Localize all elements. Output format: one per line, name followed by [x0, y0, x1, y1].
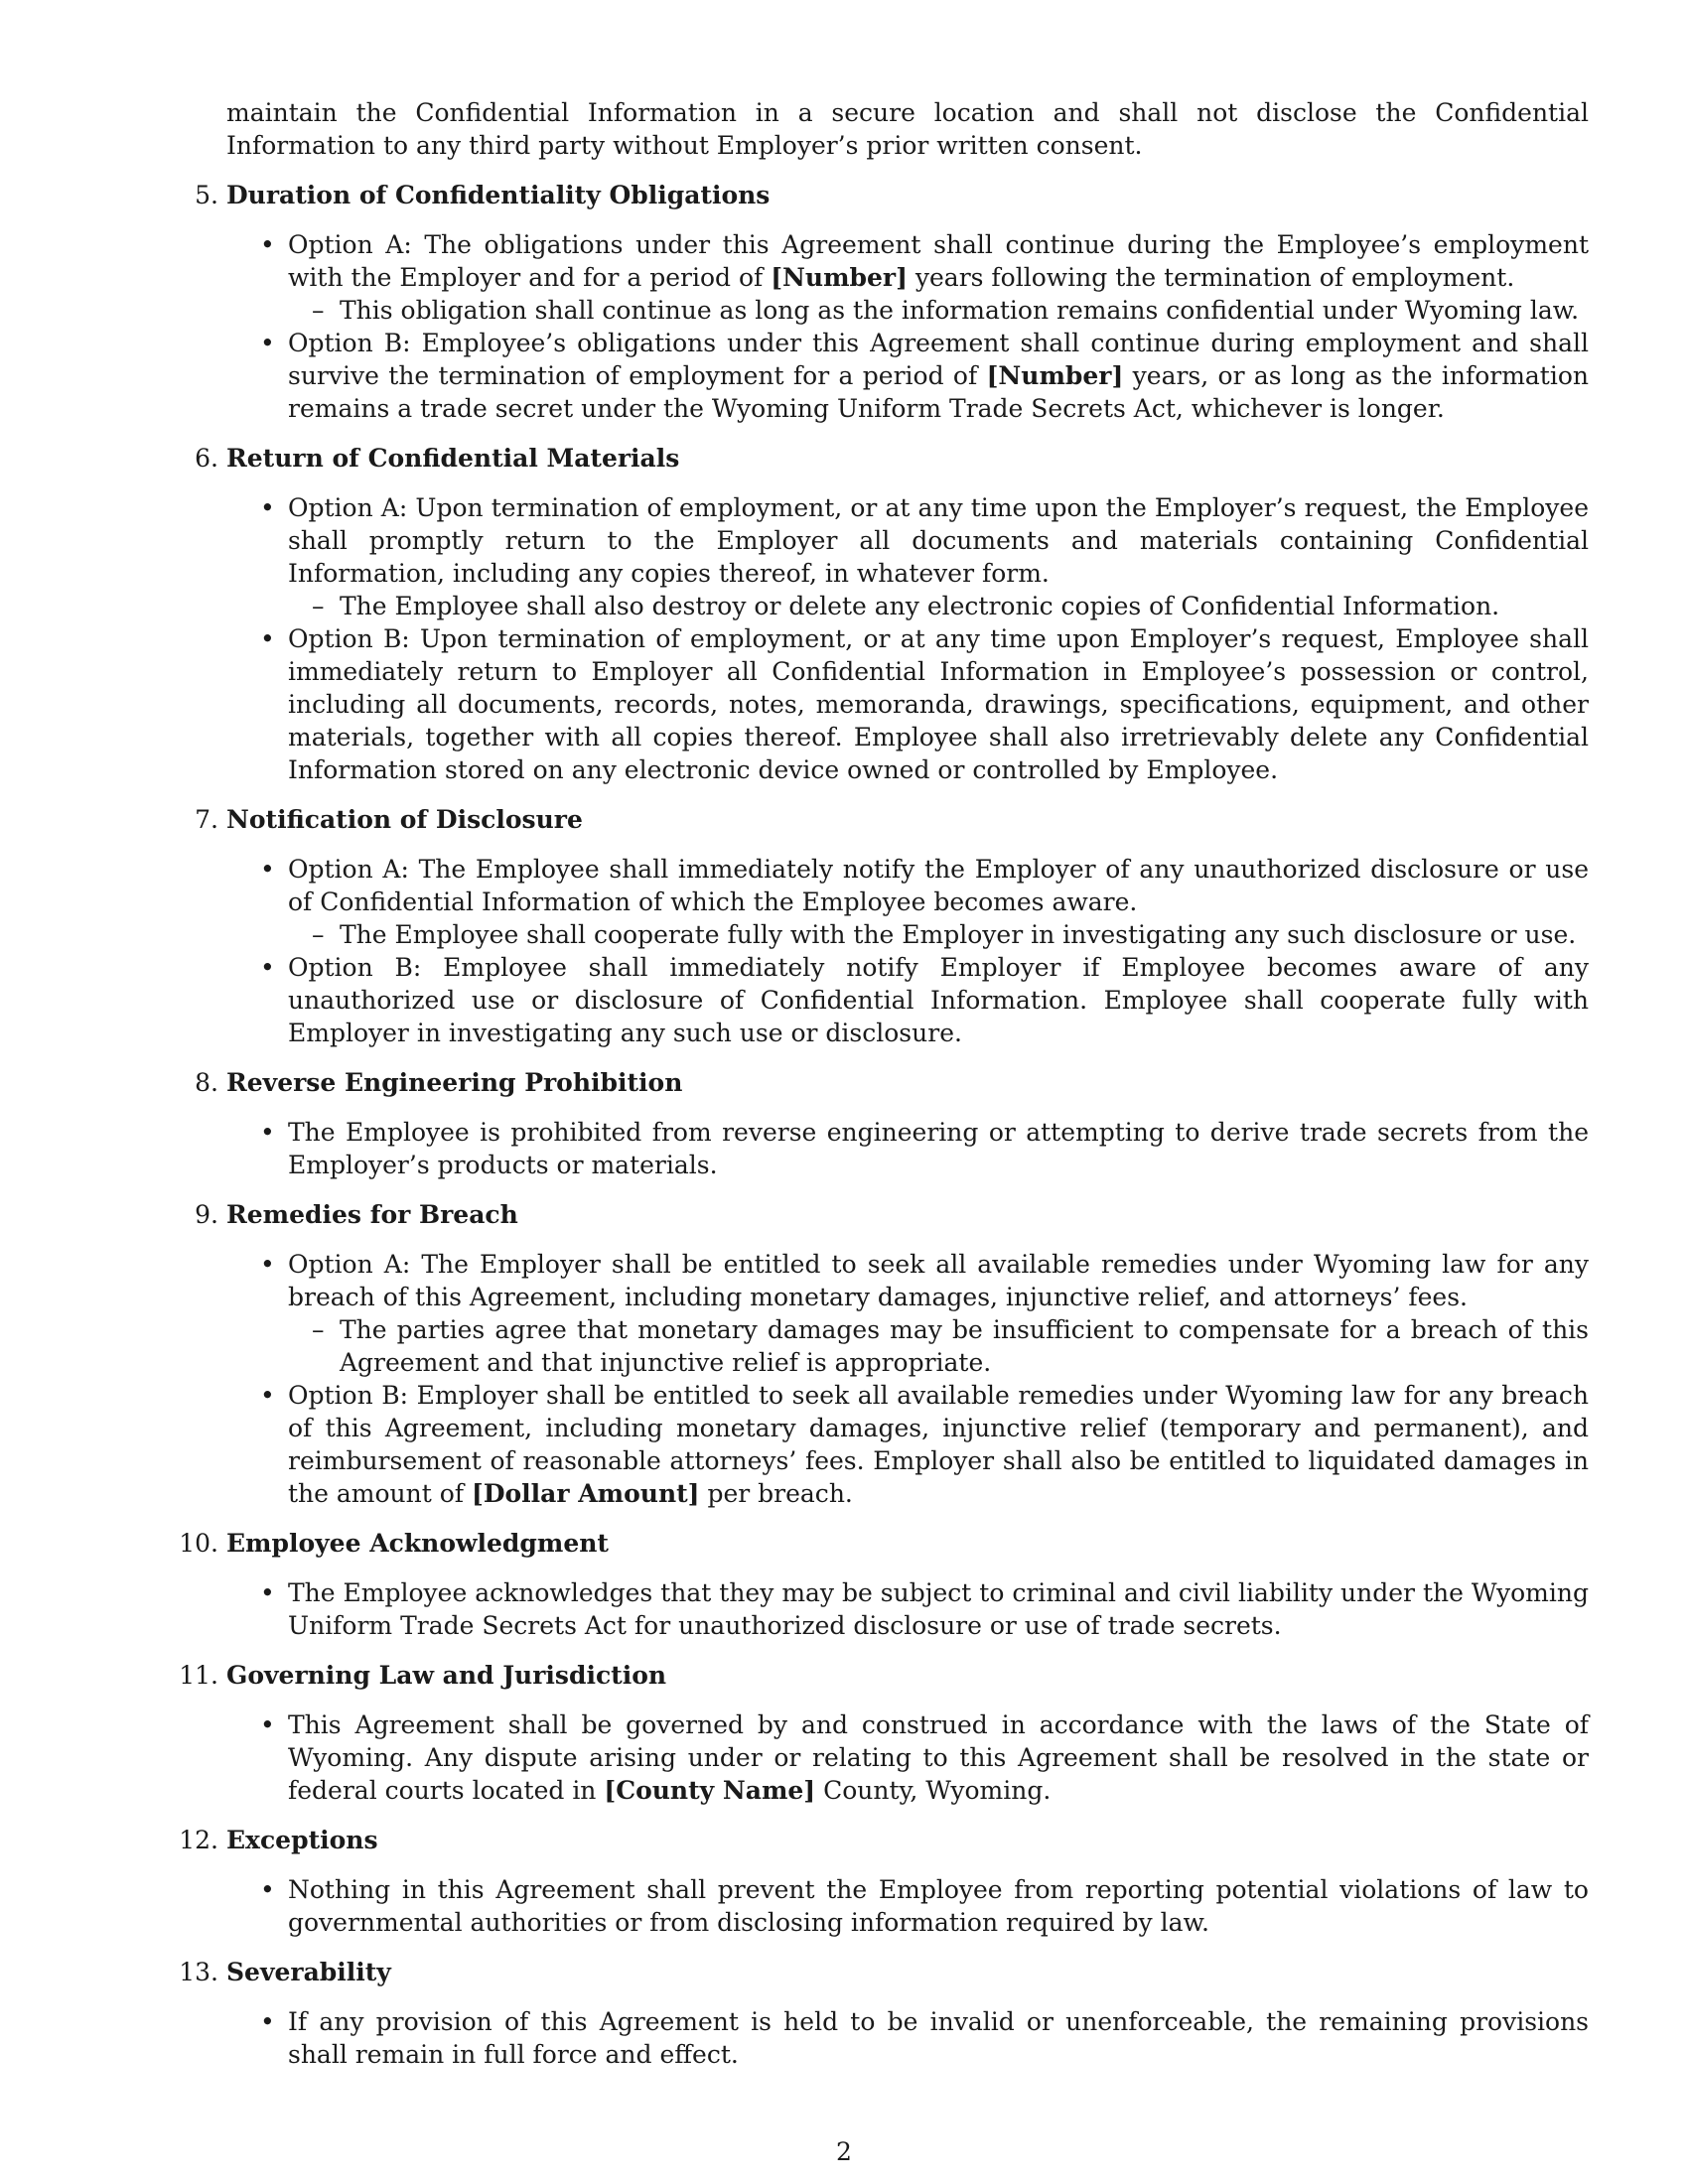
section-number: 8.: [195, 1068, 218, 1097]
item-text: Option A: The Employee shall immediately notify the Employer of any unauthorized disclosure or use of Confidential Information of which the Employee becomes aware.: [288, 855, 1589, 916]
list-item: [288, 853, 1589, 951]
section-title: Notification of Disclosure: [226, 805, 583, 834]
section-list: [165, 179, 1589, 2071]
sub-list: [288, 918, 1589, 951]
item-text: Option A: The obligations under this Agreement shall continue during the Employee’s employment with the Employer and for a period of: [288, 230, 1589, 292]
section: [165, 803, 1589, 1049]
section-title: Remedies for Breach: [226, 1200, 518, 1229]
section-number: 13.: [179, 1958, 218, 1986]
sub-list: [288, 294, 1589, 327]
bullet-list: [165, 1116, 1589, 1181]
sub-list-item: – The Employee shall also destroy or delete any electronic copies of Confidential Information.: [340, 590, 1589, 622]
continued-paragraph: maintain the Confidential Information in a secure location and shall not disclose the Confidential Information to any third party without Employer’s prior written consent.: [226, 98, 1589, 160]
section: [165, 1956, 1589, 2071]
section-heading: [165, 1066, 1589, 1099]
sub-list-item: – This obligation shall continue as long as the information remains confidential under Wyoming law.: [340, 294, 1589, 327]
list-item: [288, 1708, 1589, 1807]
sub-list: [288, 1313, 1589, 1379]
section-title: Employee Acknowledgment: [226, 1529, 609, 1558]
sub-list: [288, 590, 1589, 622]
list-item: [288, 228, 1589, 327]
section: [165, 1659, 1589, 1807]
item-text: The Employee acknowledges that they may be subject to criminal and civil liability under the Wyoming Uniform Trade Secrets Act for unauthorized disclosure or use of trade secrets.: [288, 1578, 1589, 1640]
item-text: Option B: Employer shall be entitled to seek all available remedies under Wyoming law for any breach of this Agreement, including monetary damages, injunctive relief (temporary and permanent), and reimbursement of reasonable attorneys’ fees. Employer shall also be entitled to liquidated damages in the amount of: [288, 1381, 1589, 1508]
bullet-list: [165, 228, 1589, 425]
list-item: [288, 327, 1589, 425]
section-heading: [165, 1198, 1589, 1231]
section-title: Duration of Confidentiality Obligations: [226, 181, 771, 209]
section-number: 10.: [179, 1529, 218, 1558]
section: [165, 1066, 1589, 1181]
item-text: years, or as long as the information remains a trade secret under the Wyoming Uniform Trade Secrets Act, whichever is longer.: [288, 361, 1590, 423]
item-text: Option B: Employee’s obligations under this Agreement shall continue during employment and shall survive the termination of employment for a period of: [288, 329, 1589, 390]
bullet-list: [165, 491, 1589, 786]
bullet-list: [165, 1576, 1589, 1642]
list-item: [288, 1379, 1589, 1510]
sub-list-item: – The parties agree that monetary damages may be insufficient to compensate for a breach of this Agreement and that injunctive relief is appropriate.: [340, 1313, 1589, 1379]
section-number: 12.: [179, 1826, 218, 1854]
sub-list-item: – The Employee shall cooperate fully with the Employer in investigating any such disclosure or use.: [340, 918, 1589, 951]
section-number: 6.: [195, 444, 218, 473]
bullet-list: [165, 1248, 1589, 1510]
item-text: County, Wyoming.: [815, 1776, 1052, 1805]
bullet-list: [165, 1873, 1589, 1939]
item-text: Option B: Upon termination of employment, or at any time upon Employer’s request, Employee shall immediately return to Employer all Confidential Information in Employee’s possession or control, including all documents, records, notes, memoranda, drawings, specifications, equipment, and other materials, together with all copies thereof. Employee shall also irretrievably delete any Confidential Information stored on any electronic device owned or controlled by Employee.: [288, 624, 1589, 784]
placeholder-field: [Number]: [771, 263, 908, 292]
section-number: 7.: [195, 805, 218, 834]
list-item: [288, 1576, 1589, 1642]
section-heading: [165, 1659, 1589, 1692]
section-title: Exceptions: [226, 1826, 378, 1854]
list-item: [288, 2005, 1589, 2071]
document-page: [165, 96, 1589, 2071]
item-text: This Agreement shall be governed by and construed in accordance with the laws of the State of Wyoming. Any dispute arising under or relating to this Agreement shall be resolved in the state or federal courts located in: [288, 1710, 1589, 1805]
section-title: Severability: [226, 1958, 391, 1986]
bullet-list: [165, 2005, 1589, 2071]
list-item: [288, 1116, 1589, 1181]
section-title: Reverse Engineering Prohibition: [226, 1068, 683, 1097]
section-number: 9.: [195, 1200, 218, 1229]
list-item: [288, 951, 1589, 1049]
bullet-list: [165, 853, 1589, 1049]
list-item: [288, 1248, 1589, 1379]
section-title: Governing Law and Jurisdiction: [226, 1661, 667, 1690]
placeholder-field: [Dollar Amount]: [472, 1479, 700, 1508]
item-text: years following the termination of employment.: [907, 263, 1515, 292]
section-heading: [165, 1527, 1589, 1560]
section-title: Return of Confidential Materials: [226, 444, 680, 473]
section-heading: [165, 442, 1589, 475]
section: [165, 179, 1589, 425]
item-text: If any provision of this Agreement is held to be invalid or unenforceable, the remaining provisions shall remain in full force and effect.: [288, 2007, 1589, 2069]
list-item: [288, 491, 1589, 622]
section-heading: [165, 803, 1589, 836]
page-number: 2: [836, 2137, 852, 2166]
item-text: Option A: Upon termination of employment, or at any time upon the Employer’s request, the Employee shall promptly return to the Employer all documents and materials containing Confidential Information, including any copies thereof, in whatever form.: [288, 493, 1589, 588]
placeholder-field: [County Name]: [604, 1776, 816, 1805]
item-text: Option A: The Employer shall be entitled to seek all available remedies under Wyoming law for any breach of this Agreement, including monetary damages, injunctive relief, and attorneys’ fees.: [288, 1250, 1589, 1311]
section-heading: [165, 179, 1589, 211]
section: [165, 442, 1589, 786]
section: [165, 1824, 1589, 1939]
bullet-list: [165, 1708, 1589, 1807]
item-text: The Employee is prohibited from reverse engineering or attempting to derive trade secrets from the Employer’s products or materials.: [288, 1118, 1589, 1179]
section-heading: [165, 1824, 1589, 1856]
section: [165, 1198, 1589, 1510]
list-item: [288, 622, 1589, 786]
item-text: Nothing in this Agreement shall prevent the Employee from reporting potential violations of law to governmental authorities or from disclosing information required by law.: [288, 1875, 1589, 1937]
section-number: 11.: [179, 1661, 218, 1690]
placeholder-field: [Number]: [986, 361, 1124, 390]
item-text: per breach.: [699, 1479, 853, 1508]
section-number: 5.: [195, 181, 218, 209]
section: [165, 1527, 1589, 1642]
list-item: [288, 1873, 1589, 1939]
section-heading: [165, 1956, 1589, 1988]
item-text: Option B: Employee shall immediately notify Employer if Employee becomes aware of any unauthorized use or disclosure of Confidential Information. Employee shall cooperate fully with Employer in investigating any such use or disclosure.: [288, 953, 1589, 1047]
